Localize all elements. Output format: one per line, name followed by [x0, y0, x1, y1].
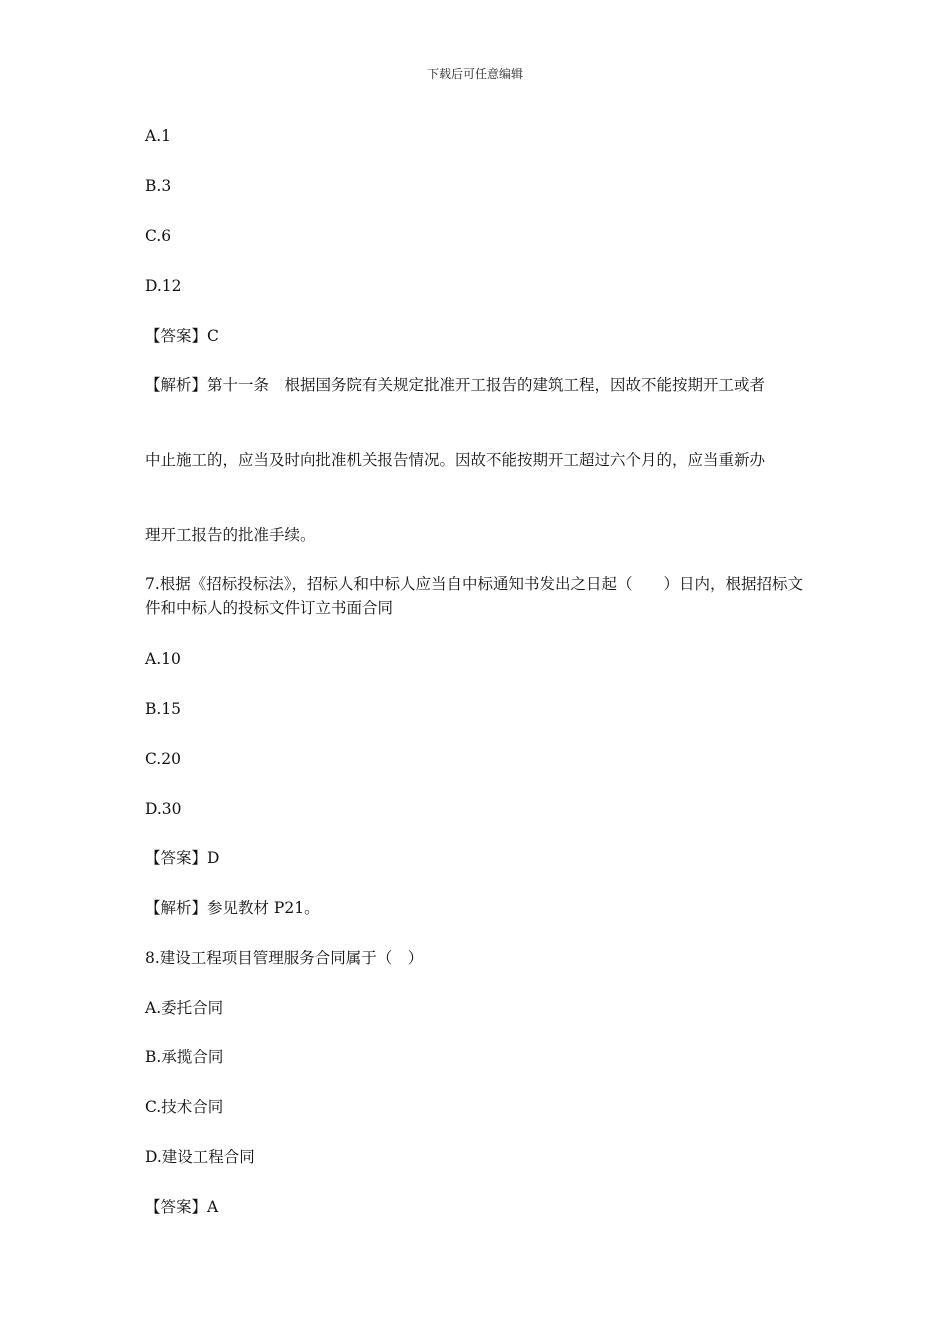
- q7-option-c: C.20: [145, 750, 181, 768]
- q8-option-c: C.技术合同: [145, 1098, 224, 1116]
- q8-option-b: B.承揽合同: [145, 1048, 224, 1066]
- q7-option-d: D.30: [145, 800, 182, 818]
- page-header: 下载后可任意编辑: [426, 67, 523, 81]
- q6-option-b: B.3: [145, 177, 172, 195]
- q8-question: 8.建设工程项目管理服务合同属于（ ）: [145, 949, 424, 967]
- q7-option-a: A.10: [145, 650, 181, 668]
- q7-question: 7.根据《招标投标法》，招标人和中标人应当自中标通知书发出之日起（ ）日内，根据招标文件和中标人的投标文件订立书面合同: [145, 575, 804, 617]
- q6-analysis-line-2: 中止施工的，应当及时向批准机关报告情况。因故不能按期开工超过六个月的，应当重新办: [145, 451, 766, 469]
- q6-option-d: D.12: [145, 277, 182, 295]
- q7-option-b: B.15: [145, 700, 182, 718]
- q8-option-a: A.委托合同: [145, 999, 224, 1017]
- q7-analysis: 【解析】参见教材 P21。: [145, 899, 320, 917]
- q8-option-d: D.建设工程合同: [145, 1148, 255, 1166]
- q6-option-c: C.6: [145, 227, 172, 245]
- q6-analysis-line-1: 【解析】第十一条 根据国务院有关规定批准开工报告的建筑工程，因故不能按期开工或者: [145, 376, 766, 394]
- q8-answer: 【答案】A: [145, 1198, 219, 1216]
- q6-option-a: A.1: [145, 127, 171, 145]
- q6-answer: 【答案】C: [145, 327, 219, 345]
- q6-analysis-line-3: 理开工报告的批准手续。: [145, 526, 316, 544]
- q7-answer: 【答案】D: [145, 849, 220, 867]
